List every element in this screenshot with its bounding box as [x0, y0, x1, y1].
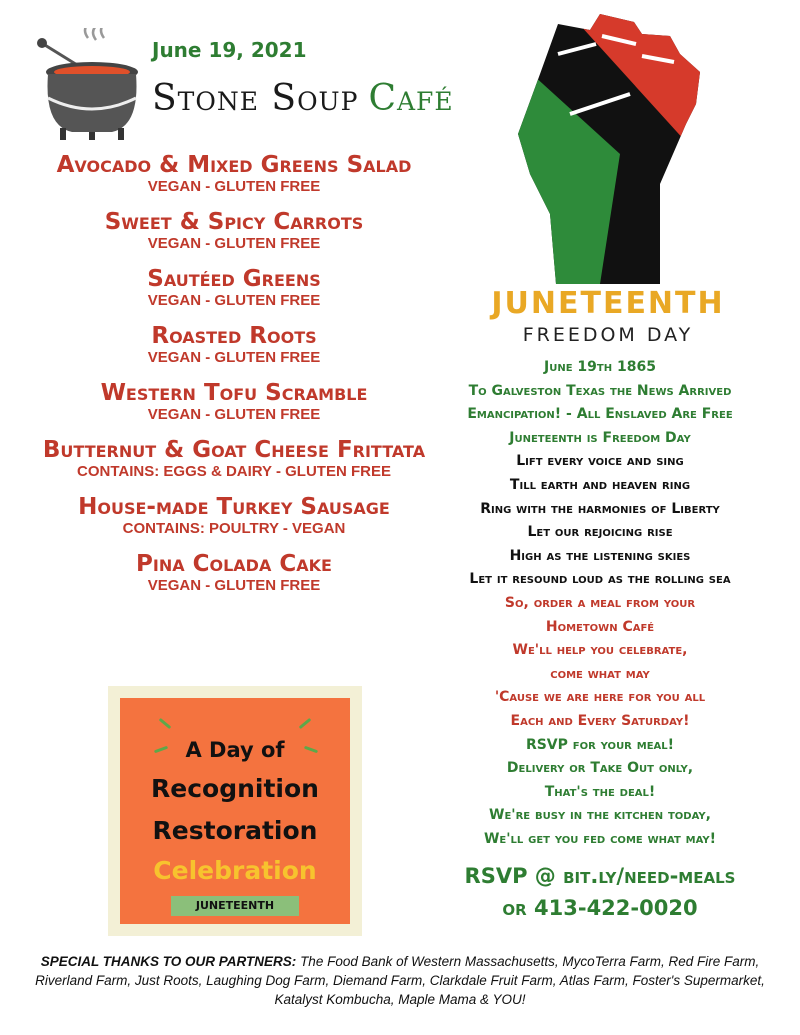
menu-item — [20, 551, 448, 595]
rsvp-link[interactable]: RSVP @ bit.ly/need-meals — [464, 864, 736, 888]
menu-item-dietary-note: VEGAN - GLUTEN FREE — [147, 406, 321, 423]
menu-item — [20, 494, 448, 538]
menu-item-dietary-note: VEGAN - GLUTEN FREE — [147, 178, 321, 195]
cafe-name — [152, 78, 454, 119]
poem-line: Emancipation! - All Enslaved Are Free — [467, 406, 733, 423]
juneteenth-subtitle: FREEDOM DAY — [522, 324, 694, 346]
menu-item — [20, 209, 448, 253]
poem-line: Juneteenth is Freedom Day — [509, 429, 691, 446]
poster-restoration: Restoration — [152, 816, 318, 845]
menu-item-dietary-note: VEGAN - GLUTEN FREE — [147, 235, 321, 252]
spark-icon — [299, 718, 312, 729]
menu-item-name: Pina Colada Cake — [136, 551, 332, 577]
menu-item-name: Avocado & Mixed Greens Salad — [56, 152, 412, 178]
menu-item-dietary-note: VEGAN - GLUTEN FREE — [147, 292, 321, 309]
poem-line: So, order a meal from your — [504, 594, 696, 611]
menu-item — [20, 266, 448, 310]
poem-line: We'll help you celebrate, — [512, 642, 688, 659]
menu-item-name: Butternut & Goat Cheese Frittata — [42, 437, 426, 463]
poem-line: We're busy in the kitchen today, — [489, 807, 711, 824]
menu-item-name: Roasted Roots — [151, 323, 317, 349]
menu-item-name: Western Tofu Scramble — [100, 380, 368, 406]
menu-item-name: Sautéed Greens — [147, 266, 321, 292]
event-date: June 19, 2021 — [152, 38, 307, 62]
day-of-recognition-poster — [108, 686, 362, 936]
menu-item — [20, 437, 448, 481]
poem-line: Let it resound loud as the rolling sea — [469, 571, 731, 588]
poem-line: We'll get you fed come what may! — [483, 830, 717, 847]
poster-recognition: Recognition — [151, 774, 319, 803]
poem-line: To Galveston Texas the News Arrived — [468, 382, 732, 399]
juneteenth-title: JUNETEENTH — [491, 286, 725, 321]
poem-line: Lift every voice and sing — [516, 453, 684, 470]
menu-list — [20, 152, 448, 608]
menu-item-name: House-made Turkey Sausage — [78, 494, 390, 520]
poem-line: RSVP for your meal! — [525, 736, 675, 753]
menu-item-dietary-note: VEGAN - GLUTEN FREE — [147, 349, 321, 366]
rsvp-phone[interactable]: or 413-422-0020 — [502, 896, 698, 920]
poster-heading: A Day of — [185, 738, 285, 762]
spark-icon — [159, 718, 172, 729]
menu-item-dietary-note: VEGAN - GLUTEN FREE — [147, 577, 321, 594]
poem-line: Ring with the harmonies of Liberty — [480, 500, 720, 517]
menu-item — [20, 323, 448, 367]
partners-thanks — [24, 952, 776, 1009]
poem-line: Delivery or Take Out only, — [506, 760, 694, 777]
poem — [420, 356, 780, 851]
menu-item-dietary-note: CONTAINS: POULTRY - VEGAN — [122, 520, 346, 537]
poem-line: That's the deal! — [544, 783, 656, 800]
menu-item-name: Sweet & Spicy Carrots — [104, 209, 364, 235]
poem-line: Each and Every Saturday! — [510, 712, 690, 729]
poem-line: June 19th 1865 — [544, 359, 656, 375]
poster-celebration: Celebration — [153, 856, 317, 885]
menu-item-dietary-note: CONTAINS: EGGS & DAIRY - GLUTEN FREE — [77, 463, 391, 480]
poster-juneteenth-tag: JUNETEENTH — [171, 896, 299, 916]
thanks-text: The Food Bank of Western Massachusetts, MycoTerra Farm, Red Fire Farm, Riverland Farm, Just Roots, Laughing Dog Farm, Diemand Farm, Clarkdale Fruit Farm, Atlas Farm, Foster's Supermarket, Katalyst Kombucha, Maple Mama & YOU! — [35, 954, 765, 1007]
poem-line: High as the listening skies — [509, 547, 691, 564]
cafe-name-main: Stone Soup — [152, 78, 359, 119]
poem-line: 'Cause we are here for you all — [494, 689, 706, 706]
soup-pot-icon — [36, 28, 148, 148]
poem-line: Let our rejoicing rise — [527, 524, 673, 541]
raised-fist-icon — [510, 14, 706, 284]
cafe-name-accent: Café — [368, 78, 454, 119]
poem-line: Till earth and heaven ring — [509, 476, 691, 493]
poster-background — [120, 698, 350, 924]
menu-item — [20, 380, 448, 424]
menu-item — [20, 152, 448, 196]
rsvp-block — [420, 860, 780, 924]
poem-line: come what may — [550, 665, 650, 682]
poem-line: Hometown Café — [545, 618, 655, 635]
thanks-heading: SPECIAL THANKS TO OUR PARTNERS: — [40, 954, 297, 969]
